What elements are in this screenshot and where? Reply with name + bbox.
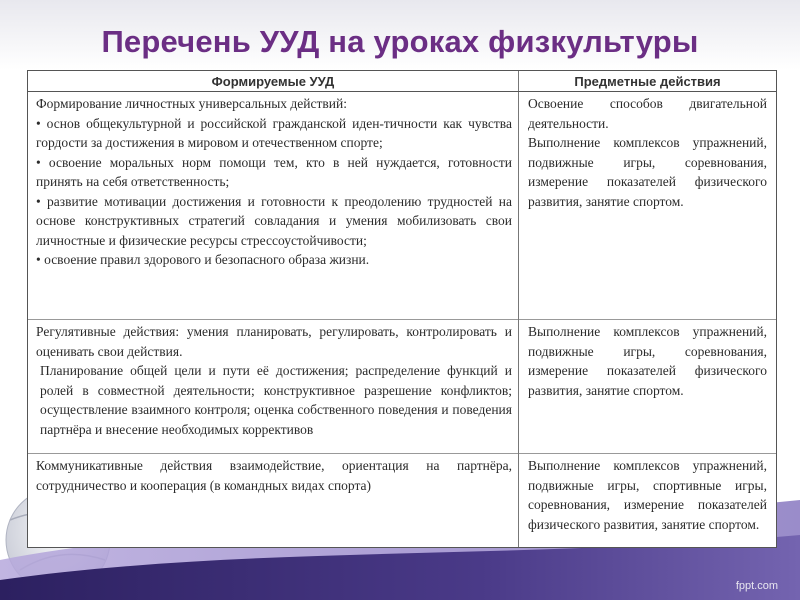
table-header-row bbox=[28, 71, 776, 92]
header-subject-actions: Предметные действия bbox=[519, 71, 777, 92]
cell-personal-actions bbox=[519, 92, 777, 320]
header-formed-uud: Формируемые УУД bbox=[28, 71, 519, 92]
personal-action-text: Освоение способов двигательной деятельности. bbox=[528, 96, 767, 131]
regulatory-uud-text: Планирование общей цели и пути её достижения; распределение функций и ролей в совместной деятельности; конструктивное разрешение конфликтов; осуществление взаимного контроля; оценка собственного поведения и поведения партнёра и внесение необходимых коррективов bbox=[40, 363, 512, 437]
regulatory-uud-heading: Регулятивные действия: умения планировать, регулировать, контролировать и оценивать свои действия. bbox=[36, 324, 512, 359]
table-row-communicative bbox=[28, 454, 776, 548]
personal-action-text: Выполнение комплексов упражнений, подвижные игры, соревнования, измерение показателей физического развития, занятие спортом. bbox=[528, 135, 767, 209]
communicative-action-text: Выполнение комплексов упражнений, подвижные игры, спортивные игры, соревнования, измерение показателей физического развития, занятие спортом. bbox=[528, 458, 767, 532]
cell-communicative-uud bbox=[28, 454, 519, 548]
cell-regulatory-actions bbox=[519, 320, 777, 454]
cell-personal-uud bbox=[28, 92, 519, 320]
uud-table bbox=[27, 70, 777, 548]
regulatory-action-text: Выполнение комплексов упражнений, подвижные игры, соревнования, измерение показателей физического развития, занятие спортом. bbox=[528, 324, 767, 398]
personal-uud-item: • освоение правил здорового и безопасного образа жизни. bbox=[36, 252, 370, 267]
personal-uud-item: • развитие мотивации достижения и готовности к преодолению трудностей на основе конструктивных стратегий совладания и умения мобилизовать свои личностные и физические ресурсы стрессоустойчивости; bbox=[36, 193, 512, 248]
personal-uud-heading: Формирование личностных универсальных действий: bbox=[36, 96, 347, 111]
cell-communicative-actions bbox=[519, 454, 777, 548]
personal-uud-item: • освоение моральных норм помощи тем, кто в ней нуждается, готовности принять на себя ответственность; bbox=[36, 154, 512, 189]
table-row-personal bbox=[28, 92, 776, 320]
slide-title: Перечень УУД на уроках физкультуры bbox=[101, 24, 699, 59]
table-row-regulatory bbox=[28, 320, 776, 454]
brand-watermark: fppt.com bbox=[735, 580, 778, 592]
cell-regulatory-uud bbox=[28, 320, 519, 454]
personal-uud-item: • основ общекультурной и российской гражданской иден-тичности как чувства гордости за достижения в мировом и отечественном спорте; bbox=[36, 115, 512, 150]
uud-table-grid bbox=[28, 71, 776, 547]
communicative-uud-text: Коммуникативные действия взаимодействие, ориентация на партнёра, сотрудничество и кооперация (в командных видах спорта) bbox=[36, 458, 512, 493]
